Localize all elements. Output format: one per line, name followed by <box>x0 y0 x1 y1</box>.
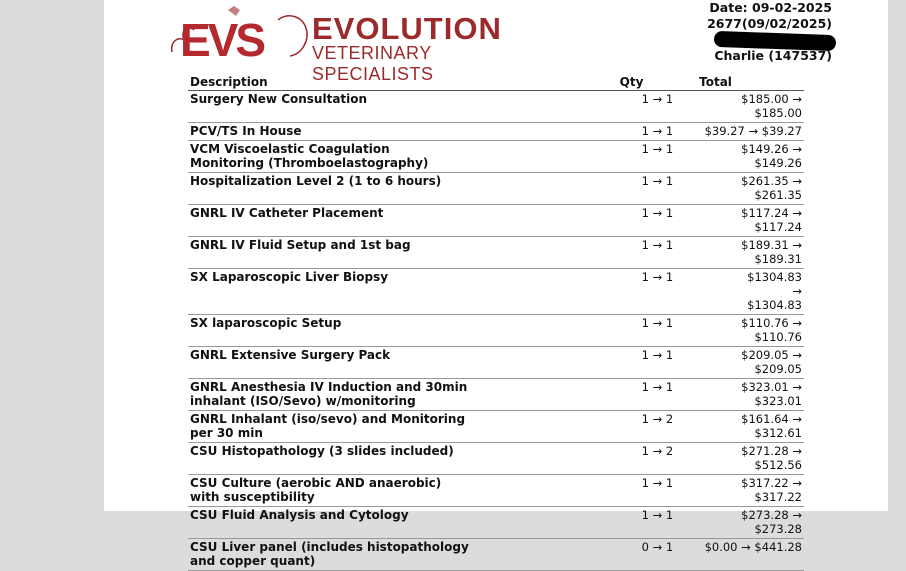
row-description: Hospitalization Level 2 (1 to 6 hours) <box>188 173 618 205</box>
table-row <box>188 237 804 269</box>
row-total: $273.28 → $273.28 <box>697 507 804 539</box>
row-qty: 1 → 1 <box>618 91 697 123</box>
table-row <box>188 315 804 347</box>
row-total: $39.27 → $39.27 <box>697 123 804 141</box>
table-row <box>188 379 804 411</box>
row-total: $189.31 → $189.31 <box>697 237 804 269</box>
table-row <box>188 173 804 205</box>
invoice-date: Date: 09-02-2025 <box>709 0 832 15</box>
row-qty: 1 → 1 <box>618 347 697 379</box>
row-description: SX laparoscopic Setup <box>188 315 618 347</box>
row-total: $261.35 → $261.35 <box>697 173 804 205</box>
table-row <box>188 347 804 379</box>
row-total: $209.05 → $209.05 <box>697 347 804 379</box>
clinic-name: EVOLUTION <box>312 11 502 46</box>
invoice-table <box>188 73 804 571</box>
row-description: CSU Culture (aerobic AND anaerobic) with susceptibility <box>188 475 618 507</box>
row-qty: 1 → 1 <box>618 141 697 173</box>
table-row <box>188 141 804 173</box>
row-qty: 1 → 1 <box>618 475 697 507</box>
clinic-subtitle: VETERINARY SPECIALISTS <box>312 43 434 84</box>
column-header-qty: Qty <box>618 73 697 91</box>
row-description: GNRL Anesthesia IV Induction and 30min inhalant (ISO/Sevo) w/monitoring <box>188 379 618 411</box>
table-row <box>188 475 804 507</box>
row-description: GNRL Inhalant (iso/sevo) and Monitoring per 30 min <box>188 411 618 443</box>
row-total: $0.00 → $441.28 <box>697 539 804 571</box>
row-total: $185.00 → $185.00 <box>697 91 804 123</box>
row-description: GNRL IV Fluid Setup and 1st bag <box>188 237 618 269</box>
column-header-total: Total <box>697 73 804 91</box>
row-qty: 1 → 1 <box>618 269 697 315</box>
invoice-reference: 2677(09/02/2025) <box>707 16 832 31</box>
row-qty: 1 → 2 <box>618 443 697 475</box>
patient-name: Charlie (147537) <box>714 48 832 63</box>
logo-letters: EVS <box>180 14 264 66</box>
row-qty: 1 → 2 <box>618 411 697 443</box>
row-description: VCM Viscoelastic Coagulation Monitoring (Thromboelastography) <box>188 141 618 173</box>
row-total: $323.01 → $323.01 <box>697 379 804 411</box>
invoice-page <box>104 0 888 568</box>
row-qty: 0 → 1 <box>618 539 697 571</box>
table-row <box>188 269 804 315</box>
table-header-row <box>188 73 804 91</box>
row-description: Surgery New Consultation <box>188 91 618 123</box>
table-row <box>188 539 804 571</box>
row-description: CSU Fluid Analysis and Cytology <box>188 507 618 539</box>
row-total: $149.26 → $149.26 <box>697 141 804 173</box>
row-description: GNRL IV Catheter Placement <box>188 205 618 237</box>
row-description: PCV/TS In House <box>188 123 618 141</box>
invoice-header <box>707 0 832 32</box>
table-row <box>188 123 804 141</box>
row-total: $110.76 → $110.76 <box>697 315 804 347</box>
evs-logo-mark-icon <box>166 6 312 66</box>
table-row <box>188 91 804 123</box>
row-description: GNRL Extensive Surgery Pack <box>188 347 618 379</box>
row-description: SX Laparoscopic Liver Biopsy <box>188 269 618 315</box>
table-row <box>188 443 804 475</box>
row-qty: 1 → 1 <box>618 379 697 411</box>
row-qty: 1 → 1 <box>618 315 697 347</box>
table-row <box>188 205 804 237</box>
table-row <box>188 411 804 443</box>
row-total: $271.28 → $512.56 <box>697 443 804 475</box>
table-row <box>188 507 804 539</box>
row-qty: 1 → 1 <box>618 173 697 205</box>
row-total: $117.24 → $117.24 <box>697 205 804 237</box>
row-qty: 1 → 1 <box>618 507 697 539</box>
row-qty: 1 → 1 <box>618 237 697 269</box>
row-description: CSU Liver panel (includes histopathology and copper quant) <box>188 539 618 571</box>
row-qty: 1 → 1 <box>618 123 697 141</box>
row-total: $317.22 → $317.22 <box>697 475 804 507</box>
column-header-description: Description <box>188 73 618 91</box>
row-total: $161.64 → $312.61 <box>697 411 804 443</box>
row-qty: 1 → 1 <box>618 205 697 237</box>
row-total: $1304.83 → $1304.83 <box>697 269 804 315</box>
row-description: CSU Histopathology (3 slides included) <box>188 443 618 475</box>
